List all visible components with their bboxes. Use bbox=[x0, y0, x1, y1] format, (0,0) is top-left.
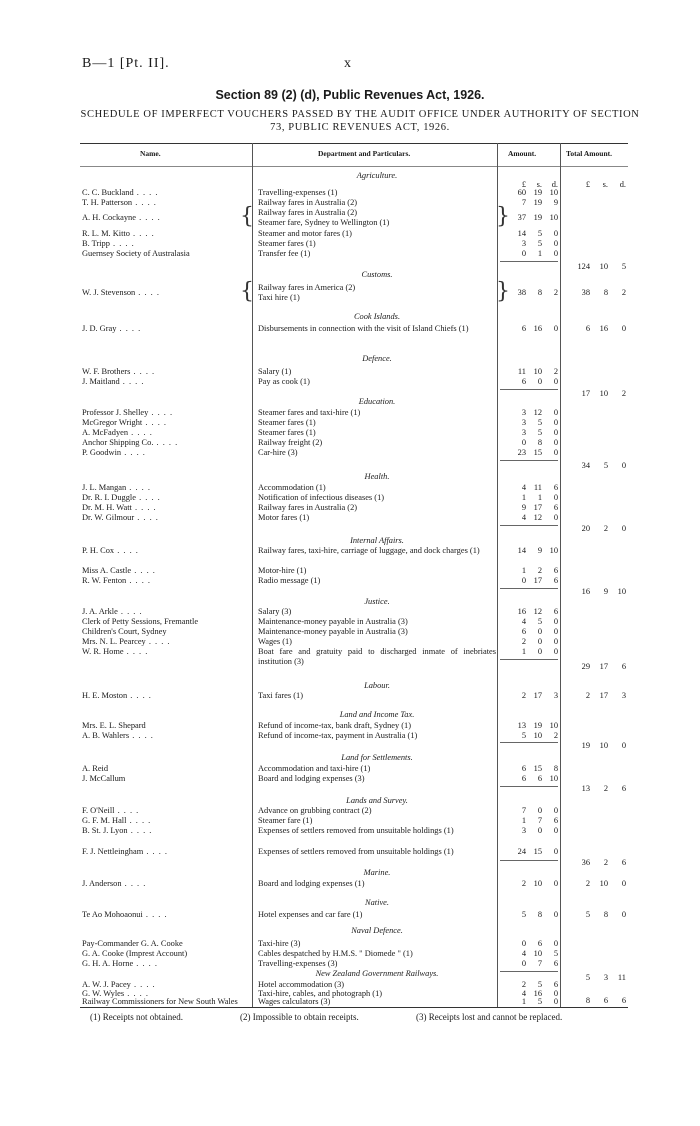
payee-name: P. Goodwin . . bbox=[82, 448, 250, 458]
section-total: 20 2 0 bbox=[581, 524, 626, 533]
section-heading: Labour. bbox=[364, 681, 390, 690]
particulars: Expenses of settlers removed from unsuitable holdings (1) bbox=[258, 847, 454, 856]
particulars: Travelling-expenses (3) bbox=[258, 959, 338, 968]
payee-name: F. O'Neill . . bbox=[82, 806, 250, 816]
amount: 2 0 0 bbox=[521, 637, 558, 646]
column-header-total: Total Amount. bbox=[566, 149, 612, 158]
payee-name: J. D. Gray . . bbox=[82, 324, 250, 334]
payee-name: R. L. M. Kitto . . bbox=[82, 229, 250, 239]
amount: 4 11 6 bbox=[521, 483, 558, 492]
section-total: 8 6 6 bbox=[585, 996, 626, 1005]
section-heading: Customs. bbox=[361, 270, 393, 279]
payee-name: J. McCallum bbox=[82, 774, 126, 783]
column-divider-name bbox=[252, 143, 253, 1007]
payee-name: Dr. M. H. Watt . . bbox=[82, 503, 250, 513]
particulars: Refund of income-tax, bank draft, Sydney (1) bbox=[258, 721, 412, 730]
particulars: Salary (1) bbox=[258, 367, 292, 376]
payee-name: Mrs. E. L. Shepard bbox=[82, 721, 146, 730]
particulars: Expenses of settlers removed from unsuitable holdings (1) bbox=[258, 826, 454, 835]
section-total: 6 16 0 bbox=[585, 324, 626, 333]
amount: 13 19 10 bbox=[517, 721, 558, 730]
payee-name: G. H. A. Horne . . bbox=[82, 959, 250, 969]
amount: 4 12 0 bbox=[521, 513, 558, 522]
payee-name: P. H. Cox . . bbox=[82, 546, 250, 556]
section-heading: Lands and Survey. bbox=[346, 796, 408, 805]
particulars: Travelling-expenses (1) bbox=[258, 188, 338, 197]
subtotal-rule bbox=[500, 588, 558, 589]
subtotal-rule bbox=[500, 261, 558, 262]
amount: 6 0 0 bbox=[521, 627, 558, 636]
amount: 3 0 0 bbox=[521, 826, 558, 835]
amount: 1 0 0 bbox=[521, 647, 558, 656]
section-heading: Education. bbox=[358, 397, 396, 406]
payee-name: R. W. Fenton . . bbox=[82, 576, 250, 586]
particulars: Railway fares in Australia (2) bbox=[258, 208, 358, 217]
footnote: (1) Receipts not obtained. bbox=[90, 1012, 183, 1022]
page-number: x bbox=[344, 56, 351, 71]
subtotal-rule bbox=[500, 460, 558, 461]
amount: 1 2 6 bbox=[521, 566, 558, 575]
section-total: 38 8 2 bbox=[581, 288, 626, 297]
particulars: Board and lodging expenses (3) bbox=[258, 774, 365, 783]
section-heading: New Zealand Government Railways. bbox=[315, 969, 439, 978]
subtotal-rule bbox=[500, 742, 558, 743]
particulars: Motor-hire (1) bbox=[258, 566, 307, 575]
particulars: Maintenance-money payable in Australia (3) bbox=[258, 627, 408, 636]
payee-name: Miss A. Castle . . bbox=[82, 566, 250, 576]
amount: 0 17 6 bbox=[521, 576, 558, 585]
column-divider-total bbox=[560, 143, 561, 1007]
section-total: 124 10 5 bbox=[577, 262, 626, 271]
payee-name: B. St. J. Lyon . . bbox=[82, 826, 250, 836]
payee-name: Mrs. N. L. Pearcey . . bbox=[82, 637, 250, 647]
amount: 0 6 0 bbox=[521, 939, 558, 948]
section-heading: Land for Settlements. bbox=[341, 753, 413, 762]
payee-name: A. Reid bbox=[82, 764, 109, 773]
header-rule bbox=[80, 166, 628, 167]
amount: 14 5 0 bbox=[517, 229, 558, 238]
amount: 6 15 8 bbox=[521, 764, 558, 773]
particulars: Motor fares (1) bbox=[258, 513, 310, 522]
subtotal-rule bbox=[500, 525, 558, 526]
amount: 0 7 6 bbox=[521, 959, 558, 968]
section-heading: Health. bbox=[364, 472, 390, 481]
particulars: Steamer fares (1) bbox=[258, 418, 316, 427]
section-heading: Land and Income Tax. bbox=[339, 710, 415, 719]
brace-symbol: { bbox=[240, 279, 254, 304]
amount: 5 8 0 bbox=[521, 910, 558, 919]
payee-name: G. A. Cooke (Imprest Account) bbox=[82, 949, 188, 958]
particulars: Refund of income-tax, payment in Australia (1) bbox=[258, 731, 418, 740]
particulars: Steamer fares (1) bbox=[258, 239, 316, 248]
section-total: 2 10 0 bbox=[585, 879, 626, 888]
amount: 6 16 0 bbox=[521, 324, 558, 333]
particulars: Accommodation and taxi-hire (1) bbox=[258, 764, 371, 773]
amount: 2 5 6 bbox=[521, 980, 558, 989]
amount: 37 19 10 bbox=[517, 213, 558, 222]
amount: 4 5 0 bbox=[521, 617, 558, 626]
payee-name: W. R. Home . . bbox=[82, 647, 250, 657]
payee-name: Clerk of Petty Sessions, Fremantle bbox=[82, 617, 199, 626]
payee-name: W. J. Stevenson . . bbox=[82, 288, 250, 298]
column-header-name: Name. bbox=[140, 149, 161, 158]
column-header-amount: Amount. bbox=[508, 149, 537, 158]
payee-name: J. Anderson . . bbox=[82, 879, 250, 889]
document-title: Section 89 (2) (d), Public Revenues Act, 1926. bbox=[215, 88, 485, 102]
payee-name: Dr. W. Gilmour . . bbox=[82, 513, 250, 523]
particulars: Maintenance-money payable in Australia (3) bbox=[258, 617, 408, 626]
payee-name: A. W. J. Pacey . . bbox=[82, 980, 250, 990]
brace-symbol: } bbox=[496, 279, 510, 304]
subtotal-rule bbox=[500, 971, 558, 972]
column-divider-amount bbox=[497, 143, 498, 1007]
particulars: Railway fares in Australia (2) bbox=[258, 198, 358, 207]
section-total: 36 2 6 bbox=[581, 858, 626, 867]
payee-name: A. H. Cockayne . . bbox=[82, 213, 250, 223]
amount: 3 5 0 bbox=[521, 239, 558, 248]
payee-name: C. C. Buckland . . bbox=[82, 188, 250, 198]
particulars: Notification of infectious diseases (1) bbox=[258, 493, 385, 502]
section-heading: Cook Islands. bbox=[353, 312, 401, 321]
particulars: Taxi fares (1) bbox=[258, 691, 303, 700]
payee-name: Railway Commissioners for New South Wales bbox=[82, 997, 238, 1006]
section-total: 5 3 11 bbox=[585, 973, 626, 982]
section-heading: Marine. bbox=[363, 868, 391, 877]
section-total: 17 10 2 bbox=[581, 389, 626, 398]
amount: 1 7 6 bbox=[521, 816, 558, 825]
footnote: (3) Receipts lost and cannot be replaced. bbox=[416, 1012, 563, 1022]
amount: 1 1 0 bbox=[521, 493, 558, 502]
payee-name: H. E. Moston . . bbox=[82, 691, 250, 701]
payee-name: G. W. Wyles . . bbox=[82, 989, 250, 999]
column-header-particulars: Department and Particulars. bbox=[318, 149, 411, 158]
section-heading: Justice. bbox=[364, 597, 390, 606]
particulars: Hotel accommodation (3) bbox=[258, 980, 345, 989]
subtotal-rule bbox=[500, 659, 558, 660]
amount: 2 17 3 bbox=[521, 691, 558, 700]
section-heading: Internal Affairs. bbox=[350, 536, 404, 545]
amount: 23 15 0 bbox=[517, 448, 558, 457]
subtotal-rule bbox=[500, 389, 558, 390]
payee-name: B. Tripp . . bbox=[82, 239, 250, 249]
particulars: Transfer fee (1) bbox=[258, 249, 311, 258]
amount: 7 0 0 bbox=[521, 806, 558, 815]
table-top-rule bbox=[80, 143, 628, 144]
payee-name: G. F. M. Hall . . bbox=[82, 816, 250, 826]
brace-symbol: { bbox=[240, 204, 254, 229]
document-subtitle: SCHEDULE OF IMPERFECT VOUCHERS PASSED BY THE AUDIT OFFICE UNDER AUTHORITY OF SECTION 73, PUBLIC REVENUES ACT, 1926. bbox=[80, 109, 640, 133]
subtotal-rule bbox=[500, 786, 558, 787]
particulars: Taxi-hire (3) bbox=[258, 939, 301, 948]
amount: 60 19 10 bbox=[517, 188, 558, 197]
payee-name: J. L. Mangan . . bbox=[82, 483, 250, 493]
amount: 1 5 0 bbox=[521, 997, 558, 1006]
payee-name: A. McFadyen . . bbox=[82, 428, 250, 438]
section-total: 34 5 0 bbox=[581, 461, 626, 470]
particulars: Cables despatched by H.M.S. " Diomede " (1) bbox=[258, 949, 413, 958]
amount: 6 6 10 bbox=[521, 774, 558, 783]
amount: 3 5 0 bbox=[521, 428, 558, 437]
particulars: Railway freight (2) bbox=[258, 438, 323, 447]
page-reference: B—1 [Pt. II]. bbox=[82, 56, 170, 71]
particulars: Disbursements in connection with the visit of Island Chiefs (1) bbox=[258, 324, 469, 333]
payee-name: Dr. R. I. Duggle . . bbox=[82, 493, 250, 503]
payee-name: J. Maitland . . bbox=[82, 377, 250, 387]
amount: 7 19 9 bbox=[521, 198, 558, 207]
payee-name: Children's Court, Sydney bbox=[82, 627, 167, 636]
amount: 11 10 2 bbox=[517, 367, 558, 376]
amount: 16 12 6 bbox=[517, 607, 558, 616]
section-heading: Naval Defence. bbox=[351, 926, 403, 935]
amount: 9 17 6 bbox=[521, 503, 558, 512]
amount: 5 10 2 bbox=[521, 731, 558, 740]
amount: 4 16 0 bbox=[521, 989, 558, 998]
payee-name: F. J. Nettleingham . . bbox=[82, 847, 250, 857]
amount: 24 15 0 bbox=[517, 847, 558, 856]
amount: 6 0 0 bbox=[521, 377, 558, 386]
amount-currency-header: £ s. d. bbox=[521, 180, 558, 189]
section-heading: Defence. bbox=[362, 354, 392, 363]
brace-symbol: } bbox=[496, 204, 510, 229]
particulars: Steamer fares (1) bbox=[258, 428, 316, 437]
particulars: Radio message (1) bbox=[258, 576, 321, 585]
payee-name: Pay-Commander G. A. Cooke bbox=[82, 939, 183, 948]
amount: 3 12 0 bbox=[521, 408, 558, 417]
section-heading: Agriculture. bbox=[356, 171, 398, 180]
particulars: Pay as cook (1) bbox=[258, 377, 310, 386]
section-total: 5 8 0 bbox=[585, 910, 626, 919]
amount: 0 1 0 bbox=[521, 249, 558, 258]
section-total: 16 9 10 bbox=[581, 587, 626, 596]
particulars: Boat fare and gratuity paid to discharged inmate of inebriates institution (3) bbox=[258, 647, 496, 666]
particulars: Board and lodging expenses (1) bbox=[258, 879, 365, 888]
particulars: Taxi hire (1) bbox=[258, 293, 300, 302]
particulars: Wages (1) bbox=[258, 637, 292, 646]
particulars: Taxi-hire, cables, and photograph (1) bbox=[258, 989, 383, 998]
amount: 4 10 5 bbox=[521, 949, 558, 958]
payee-name: A. B. Wahlers . . bbox=[82, 731, 250, 741]
amount: 14 9 10 bbox=[517, 546, 558, 555]
footnote: (2) Impossible to obtain receipts. bbox=[240, 1012, 359, 1022]
subtotal-rule bbox=[500, 860, 558, 861]
payee-name: Anchor Shipping Co. . . bbox=[82, 438, 250, 448]
particulars: Hotel expenses and car fare (1) bbox=[258, 910, 363, 919]
particulars: Steamer fare, Sydney to Wellington (1) bbox=[258, 218, 390, 227]
particulars: Steamer fare (1) bbox=[258, 816, 313, 825]
particulars: Steamer and motor fares (1) bbox=[258, 229, 352, 238]
particulars: Railway fares in Australia (2) bbox=[258, 503, 358, 512]
total-currency-header: £ s. d. bbox=[585, 180, 626, 189]
particulars: Railway fares, taxi-hire, carriage of luggage, and dock charges (1) bbox=[258, 546, 480, 555]
particulars: Steamer fares and taxi-hire (1) bbox=[258, 408, 361, 417]
particulars: Accommodation (1) bbox=[258, 483, 326, 492]
payee-name: J. A. Arkle . . bbox=[82, 607, 250, 617]
particulars: Railway fares in America (2) bbox=[258, 283, 356, 292]
amount: 3 5 0 bbox=[521, 418, 558, 427]
amount: 0 8 0 bbox=[521, 438, 558, 447]
particulars: Car-hire (3) bbox=[258, 448, 298, 457]
payee-name: Guernsey Society of Australasia bbox=[82, 249, 190, 258]
payee-name: W. F. Brothers . . bbox=[82, 367, 250, 377]
amount: 38 8 2 bbox=[517, 288, 558, 297]
payee-name: Professor J. Shelley . . bbox=[82, 408, 250, 418]
section-total: 13 2 6 bbox=[581, 784, 626, 793]
payee-name: T. H. Patterson . . bbox=[82, 198, 250, 208]
payee-name: Te Ao Mohoaonui . . bbox=[82, 910, 250, 920]
particulars: Salary (3) bbox=[258, 607, 292, 616]
amount: 2 10 0 bbox=[521, 879, 558, 888]
section-total: 19 10 0 bbox=[581, 741, 626, 750]
section-total: 29 17 6 bbox=[581, 662, 626, 671]
section-heading: Native. bbox=[365, 898, 389, 907]
particulars: Advance on grubbing contract (2) bbox=[258, 806, 372, 815]
particulars: Wages calculators (3) bbox=[258, 997, 331, 1006]
payee-name: McGregor Wright . . bbox=[82, 418, 250, 428]
section-total: 2 17 3 bbox=[585, 691, 626, 700]
